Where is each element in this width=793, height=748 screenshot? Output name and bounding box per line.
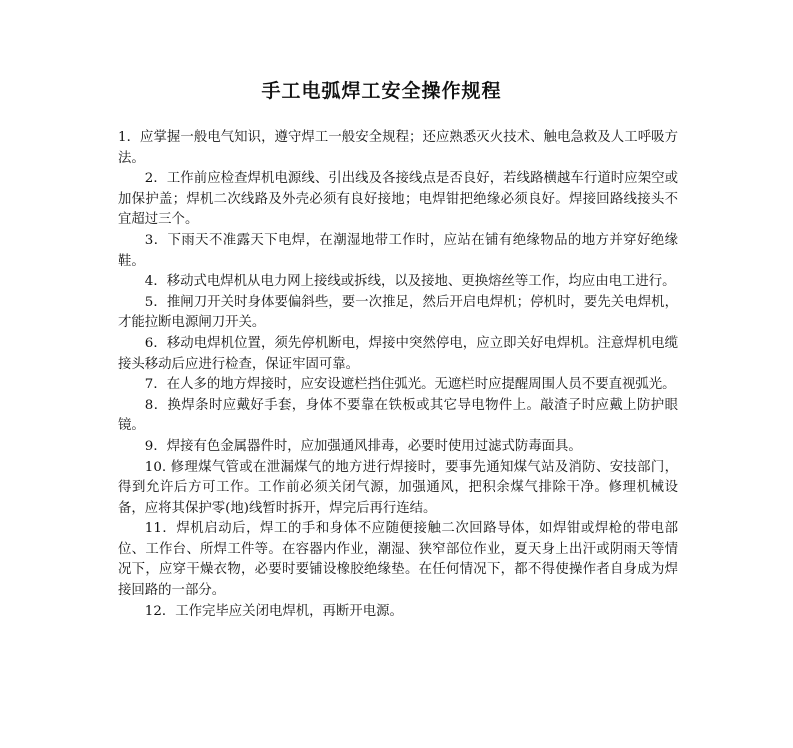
- rule-paragraph-8: 8．换焊条时应戴好手套，身体不要靠在铁板或其它导电物件上。敲渣子时应戴上防护眼镜。: [118, 397, 678, 434]
- rule-paragraph-9: 9．焊接有色金属器件时，应加强通风排毒，必要时使用过滤式防毒面具。: [144, 438, 582, 454]
- document-body: [118, 128, 678, 622]
- rule-paragraph-5: 5．推闸刀开关时身体要偏斜些，要一次推足，然后开启电焊机；停机时，要先关电焊机，才能拉断电源闸刀开关。: [118, 294, 678, 331]
- rule-paragraph-3: 3．下雨天不准露天下电焊，在潮湿地带工作时，应站在铺有绝缘物品的地方并穿好绝缘鞋。: [118, 232, 678, 269]
- rule-paragraph-11: 11．焊机启动后，焊工的手和身体不应随便接触二次回路导体，如焊钳或焊枪的带电部位、工作台、所焊工件等。在容器内作业，潮湿、狭窄部位作业，夏天身上出汗或阴雨天等情况下，应穿干燥衣物，必要时要铺设橡胶绝缘垫。在任何情况下，都不得使操作者自身成为焊接回路的一部分。: [118, 521, 678, 599]
- document-title: 手工电弧焊工安全操作规程: [261, 80, 502, 102]
- rule-paragraph-1: 1．应掌握一般电气知识，遵守焊工一般安全规程；还应熟悉灭火技术、触电急救及人工呼吸方法。: [118, 130, 678, 166]
- rule-paragraph-7: 7．在人多的地方焊接时，应安设遮栏挡住弧光。无遮栏时应提醒周围人员不要直视弧光。: [144, 377, 676, 393]
- rule-paragraph-12: 12．工作完毕应关闭电焊机，再断开电源。: [144, 603, 403, 619]
- rule-paragraph-4: 4．移动式电焊机从电力网上接线或拆线，以及接地、更换熔丝等工作，均应由电工进行。: [144, 274, 676, 290]
- rule-paragraph-6: 6．移动电焊机位置，须先停机断电，焊接中突然停电，应立即关好电焊机。注意焊机电缆接头移动后应进行检查，保证牢固可靠。: [118, 335, 678, 372]
- rule-paragraph-10: 10. 修理煤气管或在泄漏煤气的地方进行焊接时，要事先通知煤气站及消防、安技部门，得到允许后方可工作。工作前必须关闭气源，加强通风，把积余煤气排除干净。修理机械设备，应将其保护零(地)线暂时拆开，焊完后再行连结。: [118, 459, 678, 516]
- rule-paragraph-2: 2．工作前应检查焊机电源线、引出线及各接线点是否良好，若线路横越车行道时应架空或加保护盖；焊机二次线路及外壳必须有良好接地；电焊钳把绝缘必须良好。焊接回路线接头不宜超过三个。: [118, 171, 678, 228]
